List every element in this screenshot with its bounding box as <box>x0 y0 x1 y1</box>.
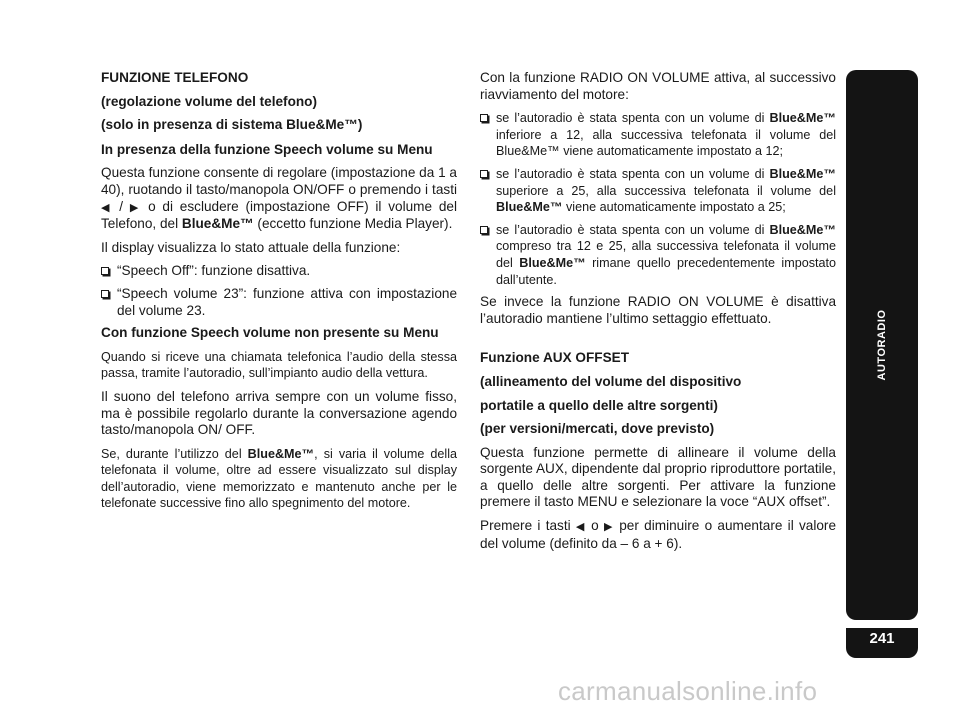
paragraph-aux: Questa funzione permette di allineare il volume della sorgente AUX, dipendente dal proprio riproduttore portatile, a quello delle altre sorgenti. Per attivare la funzione premere il tasto MENU e selezionare la voce “AUX offset”. <box>480 444 836 510</box>
brand-name: Blue&Me™ <box>247 446 315 461</box>
section-subtitle: (regolazione volume del telefono) <box>101 93 318 109</box>
brand-name: Blue&Me™ <box>519 255 586 270</box>
paragraph-description: Questa funzione consente di regolare (impostazione da 1 a 40), ruotando il tasto/manopola ON/OFF o premendo i tasti ◀ / ▶ o di escludere (impostazione OFF) il volume del Telefono, del Blue&Me™ (eccetto funzione Media Player). <box>101 165 457 232</box>
section-tab <box>846 70 918 620</box>
brand-name: Blue&Me™ <box>496 200 563 215</box>
right-arrow-icon: ▶ <box>604 521 614 534</box>
list-item-text: rimane quello precedentemente impostato dall’utente. <box>496 255 837 287</box>
section-note: (solo in presenza di sistema Blue&Me™) <box>101 117 363 133</box>
list-item-text: se l’autoradio è stata spenta con un volume di <box>496 111 765 126</box>
paragraph-text: (eccetto funzione Media Player). <box>257 216 453 232</box>
right-arrow-icon: ▶ <box>129 201 142 214</box>
paragraph-text: Premere i tasti <box>480 518 571 534</box>
paragraph-display: Il display visualizza lo stato attuale della funzione: <box>101 239 401 255</box>
paragraph-memorize <box>101 446 457 512</box>
paragraph-aux-keys <box>480 518 836 552</box>
list-item-text: se l’autoradio è stata spenta con un volume di <box>496 166 765 181</box>
watermark: carmanualsonline.info <box>558 676 818 706</box>
left-column <box>101 70 457 519</box>
paragraph-call: Quando si riceve una chiamata telefonica l’audio della stessa passa, tramite l’autoradio, sull’impianto audio della vettura. <box>101 349 457 381</box>
section-title: FUNZIONE TELEFONO <box>101 70 249 85</box>
left-arrow-icon: ◀ <box>575 521 586 534</box>
heading-text: AUX OFFSET <box>542 350 630 366</box>
list-item <box>480 166 836 216</box>
list-item-text: viene automaticamente impostato a 25; <box>565 200 786 215</box>
paragraph-text: Se, durante l’utilizzo del <box>101 446 242 461</box>
list-item-text: se l’autoradio è stata spenta con un volume di <box>496 222 765 237</box>
brand-name: Blue&Me™ <box>769 222 836 237</box>
paragraph-text: Questa funzione consente di regolare (impostazione da 1 a 40), ruotando il tasto/manopola ON/OFF o premendo i tasti <box>101 165 457 197</box>
aux-section-title <box>480 350 836 367</box>
paragraph-text: , si varia il volume della telefonata il volume, oltre ad essere visualizzato sul display dell’autoradio, viene memorizzato e mantenuto anche per le telefonate successive fino allo spegnimento del motore. <box>101 446 458 511</box>
checkbox-icon <box>101 267 109 275</box>
aux-section-subtitle: portatile a quello delle altre sorgenti) <box>480 397 718 413</box>
list-item-text: “Speech Off”: funzione disattiva. <box>117 263 311 279</box>
no-speech-volume-heading: Con funzione Speech volume non presente su Menu <box>101 325 439 341</box>
list-item <box>480 110 836 160</box>
checkbox-icon <box>480 114 488 122</box>
page-number: 241 <box>846 628 918 658</box>
paragraph-radio-off: Se invece la funzione RADIO ON VOLUME è disattiva l’autoradio mantiene l’ultimo settaggio effettuato. <box>480 294 836 326</box>
speech-volume-heading: In presenza della funzione Speech volume su Menu <box>101 141 433 157</box>
checkbox-icon <box>480 226 488 234</box>
heading-text: Funzione <box>480 350 540 366</box>
paragraph-text: per diminuire o aumentare il valore del volume (definito da – 6 a + 6). <box>480 518 837 551</box>
section-tab-label: AUTORADIO <box>876 309 888 381</box>
paragraph-text: o <box>591 518 599 534</box>
checkbox-icon <box>480 170 488 178</box>
aux-section-note: (per versioni/mercati, dove previsto) <box>480 421 715 437</box>
paragraph-text: o di escludere (impostazione OFF) il volume del Telefono, del <box>101 198 457 232</box>
spacer <box>480 334 836 350</box>
paragraph-fixed-volume: Il suono del telefono arriva sempre con un volume fisso, ma è possibile regolarlo durante la conversazione agendo tasto/manopola ON/ OFF. <box>101 388 457 438</box>
right-column <box>480 70 836 559</box>
list-item-text: “Speech volume 23”: funzione attiva con impostazione del volume 23. <box>117 285 457 318</box>
list-item-text: inferiore a 12, alla successiva telefonata il volume del Blue&Me™ viene automaticamente impostato a 12; <box>496 127 836 159</box>
checkbox-icon <box>101 290 109 298</box>
left-arrow-icon: ◀ <box>101 201 113 214</box>
aux-section-subtitle: (allineamento del volume del dispositivo <box>480 373 742 389</box>
list-item <box>101 286 457 319</box>
list-item-text: superiore a 25, alla successiva telefonata il volume del <box>496 183 836 198</box>
paragraph-radio-on: Con la funzione RADIO ON VOLUME attiva, al successivo riavviamento del motore: <box>480 70 836 102</box>
brand-name: Blue&Me™ <box>181 216 254 232</box>
brand-name: Blue&Me™ <box>769 166 836 181</box>
list-item-text: compreso tra 12 e 25, alla successiva telefonata il volume del <box>496 239 836 270</box>
brand-name: Blue&Me™ <box>769 111 836 126</box>
list-item <box>480 222 836 288</box>
list-item <box>101 263 457 280</box>
